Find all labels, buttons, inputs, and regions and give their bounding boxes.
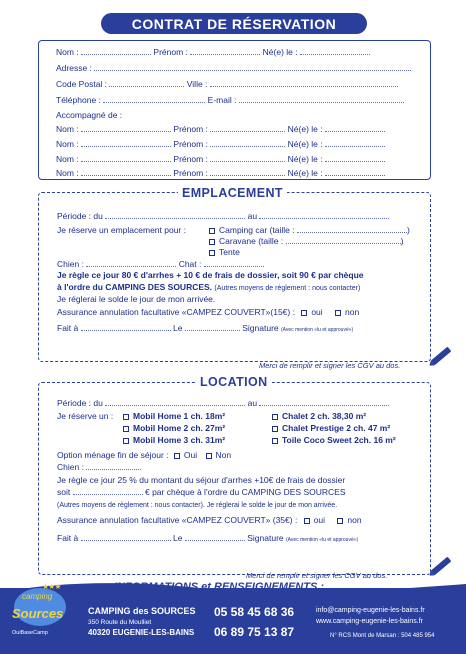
checkbox-non[interactable]	[337, 518, 343, 524]
companion-row[interactable]: Nom : Prénom : Né(e) le :	[56, 168, 385, 178]
location-chien-row[interactable]: Chien :	[57, 462, 141, 472]
telephone-row[interactable]: Téléphone : E-mail :	[56, 95, 404, 105]
location-reglement-1: Je règle ce jour 25 % du montant du séjour d'arrhes +10€ de frais de dossier	[57, 475, 346, 485]
emplacement-reglement-3: Je réglerai le solde le jour de mon arrivée.	[57, 294, 216, 304]
companion-row[interactable]: Nom : Prénom : Né(e) le :	[56, 154, 385, 164]
stars-icon: ★★★	[42, 582, 61, 591]
checkbox-oui[interactable]	[304, 518, 310, 524]
phone-1[interactable]: 05 58 45 68 36	[214, 605, 295, 619]
tente-option[interactable]: Tente	[209, 247, 240, 257]
emplacement-assurance-row[interactable]: Assurance annulation facultative «CAMPEZ COUVERT»(15€) : oui non	[57, 307, 360, 317]
address-line-1: 350 Route du Moulliet	[88, 619, 152, 626]
checkbox-oui[interactable]	[301, 310, 307, 316]
emplacement-reglement-1: Je règle ce jour 80 € d'arrhes + 10 € de frais de dossier, soit 90 € par chèque	[57, 270, 364, 280]
checkbox-oui[interactable]	[174, 453, 180, 459]
email-link[interactable]: info@camping-eugenie-les-bains.fr	[316, 607, 425, 614]
checkbox[interactable]	[209, 239, 215, 245]
camping-name: CAMPING des SOURCES	[88, 606, 196, 616]
checkbox[interactable]	[209, 250, 215, 256]
checkbox[interactable]	[272, 438, 278, 444]
form-title: CONTRAT DE RÉSERVATION	[101, 13, 367, 34]
mobil-home-3-option[interactable]: Mobil Home 3 ch. 31m²	[123, 435, 225, 445]
emplacement-cgv-note: Merci de remplir et signer les CGV au dos.	[259, 361, 401, 370]
accompagne-label: Accompagné de :	[56, 110, 123, 120]
mobil-home-2-option[interactable]: Mobil Home 2 ch. 27m²	[123, 423, 225, 433]
chalet-2-option[interactable]: Chalet 2 ch. 38,30 m²	[272, 411, 366, 421]
checkbox[interactable]	[123, 426, 129, 432]
logo-top-text: camping	[22, 592, 53, 601]
location-periode-row[interactable]: Période : du au	[57, 398, 389, 408]
code-postal-row[interactable]: Code Postal : Ville :	[56, 79, 398, 89]
emplacement-reglement-2: à l'ordre du CAMPING DES SOURCES. (Autres moyens de règlement : nous contacter)	[57, 282, 361, 292]
camping-logo	[6, 584, 74, 646]
phone-2[interactable]: 06 89 75 13 87	[214, 625, 295, 639]
checkbox-non[interactable]	[206, 453, 212, 459]
chalet-prestige-option[interactable]: Chalet Prestige 2 ch. 47 m²	[272, 423, 390, 433]
location-reglement-2[interactable]: soit € par chèque à l'ordre du CAMPING DES SOURCES	[57, 487, 346, 497]
location-cgv-note: Merci de remplir et signer les CGV au dos.	[246, 571, 388, 580]
logo-text: Sources	[12, 606, 64, 621]
caravane-option[interactable]: Caravane (taille : )	[209, 236, 403, 246]
camping-car-option[interactable]: Camping car (taille : )	[209, 225, 410, 235]
web-link[interactable]: www.camping-eugenie-les-bains.fr	[316, 618, 423, 625]
rcs-number: N° RCS Mont de Marsan : 504 485 954	[330, 633, 435, 639]
location-assurance-row[interactable]: Assurance annulation facultative «CAMPEZ COUVERT» (35€) : oui non	[57, 515, 362, 525]
emplacement-signature-row[interactable]: Fait à Le Signature (Avec mention «lu et approuvé»)	[57, 323, 354, 333]
checkbox[interactable]	[123, 414, 129, 420]
checkbox[interactable]	[272, 414, 278, 420]
location-signature-row[interactable]: Fait à Le Signature (Avec mention «lu et approuvé»)	[57, 533, 359, 543]
emplacement-periode-row[interactable]: Période : du au	[57, 211, 389, 221]
location-reserve-label: Je réserve un :	[57, 411, 114, 421]
emplacement-animals-row[interactable]: Chien : Chat :	[57, 259, 264, 269]
logo-sub: OuiBaseCamp	[12, 630, 48, 636]
checkbox[interactable]	[123, 438, 129, 444]
checkbox-non[interactable]	[335, 310, 341, 316]
pen-icon	[431, 557, 452, 576]
location-title: LOCATION	[196, 375, 272, 389]
emplacement-title: EMPLACEMENT	[178, 186, 287, 200]
pen-icon	[431, 347, 452, 366]
checkbox[interactable]	[209, 228, 215, 234]
adresse-row[interactable]: Adresse :	[56, 63, 411, 73]
mobil-home-1-option[interactable]: Mobil Home 1 ch. 18m²	[123, 411, 225, 421]
toile-coco-sweet-option[interactable]: Toile Coco Sweet 2ch. 16 m²	[272, 435, 396, 445]
nom-row[interactable]: Nom : Prénom : Né(e) le :	[56, 47, 370, 57]
address-line-2: 40320 EUGENIE-LES-BAINS	[88, 628, 195, 637]
location-reglement-3: (Autres moyens de règlement : nous contacter). Je réglerai le solde le jour de mon arrivée.	[57, 502, 338, 509]
companion-row[interactable]: Nom : Prénom : Né(e) le :	[56, 139, 385, 149]
menage-row[interactable]: Option ménage fin de séjour : Oui Non	[57, 450, 232, 460]
checkbox[interactable]	[272, 426, 278, 432]
info-title: INFORMATIONS et RENSEIGNEMENTS :	[114, 581, 325, 593]
emplacement-reserve-label: Je réserve un emplacement pour :	[57, 225, 186, 235]
companion-row[interactable]: Nom : Prénom : Né(e) le :	[56, 124, 385, 134]
